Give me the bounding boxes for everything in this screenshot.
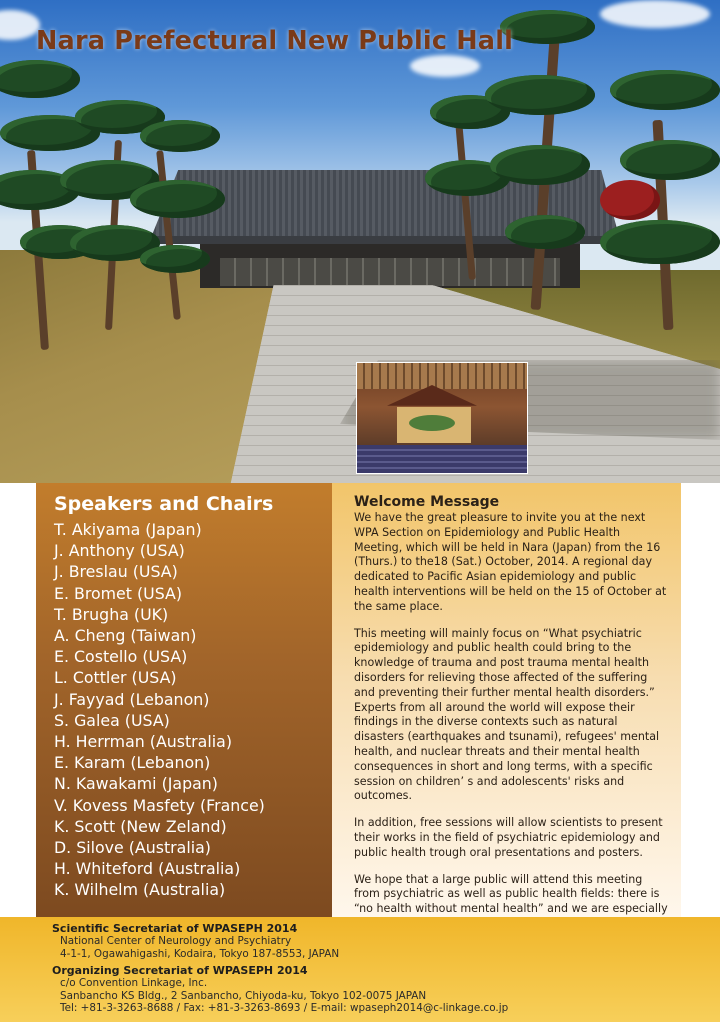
speaker-name: S. Galea (USA) [54,710,170,730]
speaker-name: T. Brugha (UK) [54,604,169,624]
hero-photo [0,0,720,483]
speaker-name: L. Cottler (USA) [54,668,177,688]
pine-canopy [600,220,720,264]
scientific-secretariat-heading: Scientific Secretariat of WPASEPH 2014 [52,922,298,935]
speaker-name: T. Akiyama (Japan) [54,520,202,539]
building-windows [220,258,560,286]
speaker-list [54,519,332,901]
pine-canopy [620,140,720,180]
pine-canopy [505,215,585,249]
welcome-paragraph: In addition, free sessions will allow scientists to present their works in the field of psychiatric epidemiology and public health trough oral presentations and posters. [354,816,663,859]
speaker-name: J. Fayyad (Lebanon) [54,689,210,709]
cloud [600,0,710,28]
speaker-name: E. Bromet (USA) [54,583,183,603]
address-line: 4-1-1, Ogawahigashi, Kodaira, Tokyo 187-8553, JAPAN [60,947,340,960]
speaker-name: K. Scott (New Zeland) [54,816,227,836]
pine-canopy [130,180,225,218]
organizing-secretariat [52,964,720,1015]
theater-ceiling [357,363,527,389]
pine-canopy [140,120,220,152]
pine-canopy [485,75,595,115]
speaker-name: H. Whiteford (Australia) [54,859,241,879]
address-line: National Center of Neurology and Psychiatry [60,935,292,947]
speaker-name: V. Kovess Masfety (France) [54,795,265,815]
welcome-heading: Welcome Message [354,494,500,510]
welcome-paragraph: This meeting will mainly focus on “What psychiatric epidemiology and public health could bring to the knowledge of trauma and post trauma mental health disorders for relieving those affected of the suffering and preventing their further mental health disorders.” Experts from all around the world will expose their findings in the diverse contexts such as natural disasters (earthquakes and tsunami), refugees' mental health, and nuclear threats and their mental health consequences in short and long terms, with a specific session on children’ s and adolescents' risks and outcomes. [354,626,660,803]
speaker-name: E. Karam (Lebanon) [54,753,211,773]
cloud [0,10,40,40]
speaker-name: N. Kawakami (Japan) [54,774,218,794]
footer-contact [0,917,720,1022]
speaker-name: D. Silove (Australia) [54,838,211,858]
theater-inset-photo [356,362,528,474]
speakers-heading: Speakers and Chairs [54,493,274,515]
right-margin [681,483,720,917]
speaker-name: E. Costello (USA) [54,647,188,667]
pine-canopy [0,60,80,98]
speaker-name: A. Cheng (Taiwan) [54,626,197,646]
organizing-secretariat-heading: Organizing Secretariat of WPASEPH 2014 [52,964,308,978]
pine-canopy [140,245,210,273]
speakers-panel [36,483,332,917]
speaker-name: K. Wilhelm (Australia) [54,880,226,900]
speaker-name: J. Anthony (USA) [54,541,185,561]
contact-line[interactable]: Tel: +81-3-3263-8688 / Fax: +81-3-3263-8693 / E-mail: wpaseph2014@c-linkage.co.jp [60,1002,509,1015]
theater-seats [357,445,527,473]
pine-canopy [610,70,720,110]
cloud [410,55,480,77]
welcome-paragraph: We have the great pleasure to invite you at the next WPA Section on Epidemiology and Public Health Meeting, which will be held in Nara (Japan) from the 16 (Thurs.) to the18 (Sat.) October, 2014. A regional day dedicated to Pacific Asian epidemiology and public health interventions will be held on the 15 of October at the same place. [354,511,667,613]
address-line: c/o Convention Linkage, Inc. [60,977,208,990]
pine-canopy [490,145,590,185]
page-title: Nara Prefectural New Public Hall [36,26,514,56]
welcome-paragraph: We hope that a large public will attend this meeting from psychiatric as well as public health fields: there is “no health without mental health” and we are especially [354,872,668,916]
scientific-secretariat [52,922,720,960]
stage-pine-painting [409,415,455,431]
welcome-panel [332,483,681,917]
speaker-name: J. Breslau (USA) [54,562,178,582]
address-line: Sanbancho KS Bldg., 2 Sanbancho, Chiyoda-ku, Tokyo 102-0075 JAPAN [60,989,427,1002]
maple-tree [600,180,660,220]
pine-canopy [500,10,595,44]
speaker-name: H. Herrman (Australia) [54,732,232,752]
